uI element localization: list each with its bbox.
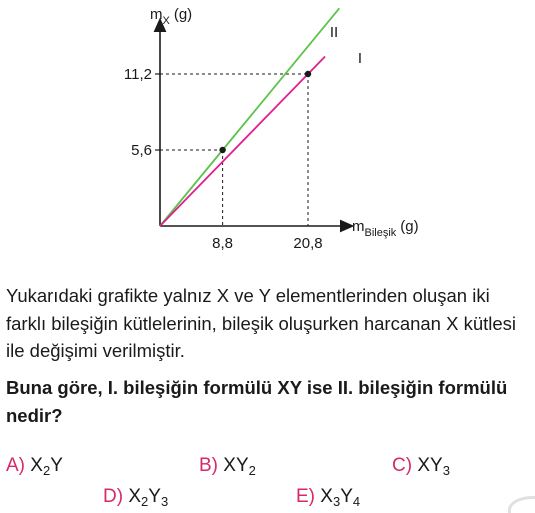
series-labels	[330, 24, 362, 67]
option-letter: E)	[296, 486, 321, 507]
tick-labels	[124, 66, 323, 252]
option-formula: $X_3Y_4$	[320, 486, 361, 509]
option-formula: $X_2Y$	[30, 455, 63, 478]
option-letter: D)	[103, 486, 129, 507]
option-d[interactable]	[103, 486, 168, 508]
axis-labels	[150, 6, 419, 239]
series-label-I: I	[357, 50, 363, 67]
y-tick-label: 5,6	[131, 142, 152, 159]
series-label-II: II	[329, 24, 339, 41]
x-tick-label: 8,8	[212, 235, 234, 252]
y-axis-label: $m_X$ (g)	[150, 6, 193, 27]
option-formula: $X_2Y_3$	[128, 486, 169, 509]
option-b[interactable]	[199, 455, 256, 477]
series-lines	[160, 8, 339, 226]
page-corner-decoration	[508, 496, 535, 513]
option-formula: $XY_2$	[223, 455, 256, 478]
x-tick-label: 20,8	[293, 235, 323, 252]
option-c[interactable]	[392, 455, 450, 477]
series-line-I	[160, 8, 339, 226]
option-e[interactable]	[296, 486, 360, 508]
question-text: Yukarıdaki grafikte yalnız X ve Y elementlerinden oluşan iki farklı bileşiğin kütlelerinin, bileşik oluşurken harcanan X kütlesi ile değişimi verilmiştir.	[6, 285, 517, 361]
series-line-II	[160, 56, 325, 226]
option-letter: C)	[392, 455, 418, 476]
option-letter: B)	[199, 455, 224, 476]
data-point-1	[305, 71, 311, 77]
option-formula: $XY_3$	[417, 455, 450, 478]
x-axis-label: $m_{Bileşik}$ (g)	[352, 218, 419, 239]
question-prompt: Buna göre, I. bileşiğin formülü XY ise II. bileşiğin formülü nedir?	[6, 377, 508, 426]
option-letter: A)	[6, 455, 31, 476]
y-tick-label: 11,2	[123, 66, 152, 83]
data-point-0	[219, 147, 225, 153]
option-a[interactable]	[6, 455, 63, 477]
data-points	[219, 71, 311, 153]
